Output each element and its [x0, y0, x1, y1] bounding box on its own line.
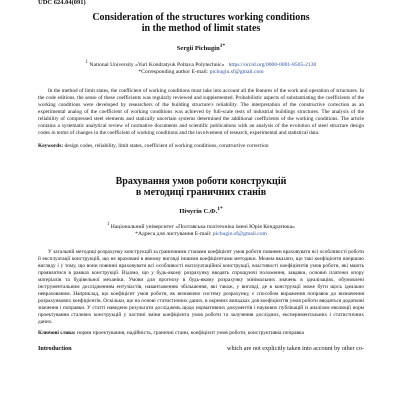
ukrainian-abstract: У загальній методиці розрахунку конструкцій за граничними станами коефіцієнт умов роботи повинен враховувати всі особливості роботи й експлуатації конструкцій, що не враховані в явному вигляді іншими коефіцієнтами методики. Можна вказати, що такі коефіцієнти впершою вигляду і у тому, що вони повинні враховувати всі особливості експлуатаційної конструкції, властивості коефіцієнтів умов роботи, які мають проявлятися в рамках конструкції. Відомо, що у будь-якому розрахунку вводять спрощуючі положення, завдяки, основні платежи опору матеріалів та будівельної механіки. Умови для прогнозу в будь-якому розрахунку мінімальних значень в ідеалізаціях, обумовлені інструментальним дослідженням ентузіастів, навантаженню збільшення, які також, у вигляді, де в конструкції може бути щось ідеально неврахованим. Наприклад, що коефіцієнт умов роботи, як визначено систему розрахунку, є способом вираження поправок до визначення розрахункових коефіцієнтів. Оскільки, що на основі статистичних даних, в окремих випадках для коефіцієнтів умов роботи вводяться додаткові значення і поправки. У статті наведено результати досліджень щодо нормативних документів і наукових публікацій із аналізом еволюції норм проектування сталевих конструкцій у частині зміни коефіцієнта умов роботи та залучення дослідних, експериментальних і статистичних даних. — [38, 249, 364, 326]
orcid-link[interactable]: https://orcid.org/0000-0001-8505-2130 — [228, 62, 317, 69]
introduction-heading: Introduction — [38, 345, 72, 353]
ukrainian-title — [38, 176, 364, 198]
ukrainian-title-line-2: в методиці граничних станів — [135, 187, 267, 199]
ukrainian-author-sup: 1* — [217, 206, 223, 213]
english-author-sup: 1* — [219, 43, 226, 49]
english-email-label: *Corresponding author E-mail: — [138, 69, 209, 76]
english-title-line-2: in the method of limit states — [141, 23, 261, 34]
english-keywords — [38, 143, 364, 150]
ukrainian-affiliation-name: Національний університет «Полтавська політехніка імені Юрія Кондратюка» — [110, 224, 295, 231]
english-title-line-1: Consideration of the structures working conditions — [92, 12, 310, 23]
ukrainian-keywords — [38, 330, 364, 337]
ukrainian-keywords-label: Ключові слова: — [38, 330, 76, 337]
english-affiliation-sup: 1 — [85, 60, 88, 66]
english-keywords-label: Keywords: — [38, 143, 64, 150]
udc-code: UDC 624.04(091) — [38, 0, 86, 6]
ukrainian-affiliation — [38, 221, 364, 238]
english-abstract: In the method of limit states, the coefficient of working conditions must take into account all the features of the work and operation of structures. In the code editions, the sense of these coefficients was regularly reviewed and supplemented. Probabilistic aspects of substantiating the coefficients of the working conditions were developed by researchers of the building structure's reliability. The interpretation of the constructive correction as an experimental analog of the coefficient of working conditions was achieved by full-scale tests of industrial buildings structures. The analysis of the reliability of compressed steel elements and statically uncertain systems determined the additional coefficients of the working conditions. The article contains a systematic analytical review of normative documents and scientific publications with an analysis of the evolution of steel structure design codes in terms of changes in the coefficient of working conditions and the involvement of research, experimental and statistical data. — [38, 88, 364, 137]
ukrainian-email-link[interactable]: pichugin.sf@gmail.com — [212, 231, 267, 238]
english-affiliation — [38, 59, 364, 76]
english-author-name: Sergii Pichugin — [176, 45, 220, 53]
introduction-text: which are not explicitly taken into account by other co- — [227, 345, 364, 353]
english-affiliation-name: National University «Yuri Kondratyuk Poltava Polytechnic» — [89, 62, 225, 69]
ukrainian-title-line-1: Врахування умов роботи конструкцій — [115, 176, 287, 188]
ukrainian-keywords-text: норми проектування, надійність, граничні стани, коефіцієнт умов роботи, конструктивна поправка — [76, 330, 304, 337]
ukrainian-email-label: *Адреса для листування E-mail: — [135, 231, 212, 238]
ukrainian-author — [38, 206, 364, 215]
introduction-row — [38, 345, 364, 353]
ukrainian-affiliation-sup: 1 — [107, 222, 110, 228]
english-title — [38, 12, 364, 34]
english-email-link[interactable]: pichugin.sf@gmail.com — [209, 69, 264, 76]
ukrainian-author-name: Пічугін С.Ф. — [179, 208, 218, 216]
english-author — [38, 43, 364, 52]
english-keywords-text: design codes, reliability, limit states, coefficient of working conditions, constructive correction — [64, 143, 269, 150]
